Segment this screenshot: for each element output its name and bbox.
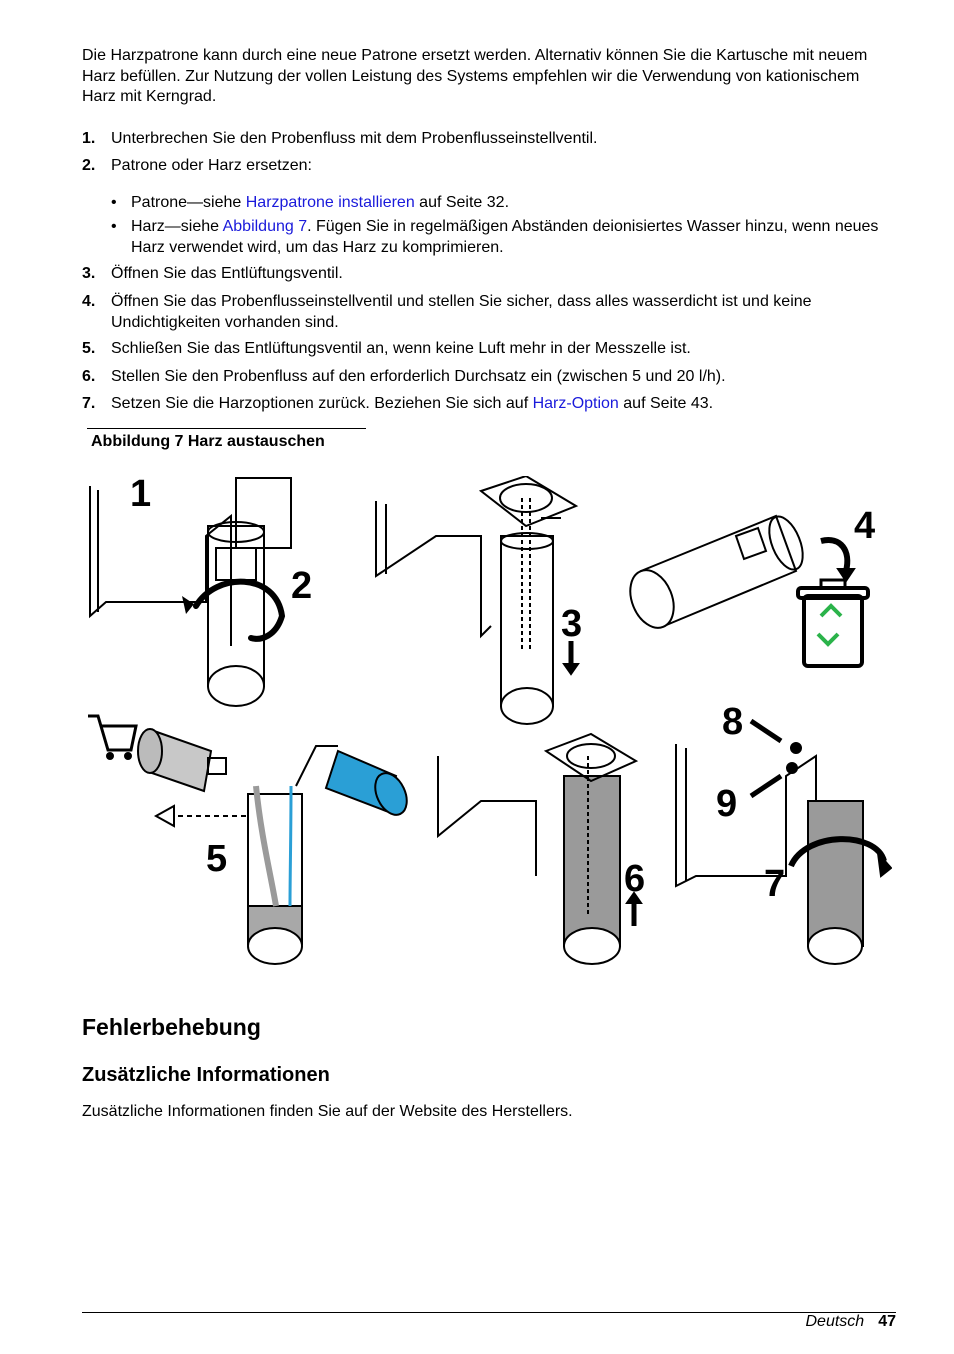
step-text: Öffnen Sie das Probenflusseinstellventil und stellen Sie sicher, dass alles wasserdicht ist und keine Undichtigkeiten vorhanden sind. (111, 293, 812, 331)
footer-divider (82, 1312, 896, 1313)
figure-step-label: 7 (764, 863, 786, 905)
link-abbildung-7[interactable]: Abbildung 7 (222, 218, 308, 235)
footer-language: Deutsch (805, 1313, 865, 1330)
link-harzpatrone-installieren[interactable]: Harzpatrone installieren (245, 194, 415, 211)
figure-step-label: 9 (716, 783, 738, 825)
figure-caption: Abbildung 7 Harz austauschen (87, 428, 366, 451)
mount-panel-6 (438, 734, 636, 964)
step-number: 7. (82, 395, 96, 412)
mount-panel-3 (376, 476, 576, 724)
shopping-cart-icon (88, 716, 136, 759)
subsection-title: Zusätzliche Informationen (82, 1064, 330, 1086)
old-cartridge-4 (622, 512, 809, 635)
link-harz-option[interactable]: Harz-Option (532, 395, 619, 412)
figure-step-label: 1 (130, 476, 152, 515)
resin-bottle-gray (138, 729, 226, 791)
bullet-dot: • (111, 194, 117, 211)
figure-step-label: 2 (291, 565, 313, 607)
info-paragraph: Zusätzliche Informationen finden Sie auf der Website des Herstellers. (82, 1103, 573, 1120)
step-text: Stellen Sie den Probenfluss auf den erforderlich Durchsatz ein (zwischen 5 und 20 l/h). (111, 368, 726, 385)
step-number: 4. (82, 293, 96, 310)
trash-bin-icon (798, 580, 868, 666)
intro-paragraph: Die Harzpatrone kann durch eine neue Patrone ersetzt werden. Alternativ können Sie die Kartusche mit neuem Harz befüllen. Zur Nutzung der vollen Leistung des Systems empfehlen wir die Verwendung von kationischem Harz mit Kerngrad. (82, 47, 868, 105)
step-text: Unterbrechen Sie den Probenfluss mit dem Probenflusseinstellventil. (111, 130, 598, 147)
cartridge-1 (208, 522, 264, 706)
step-number: 3. (82, 265, 96, 282)
bullet-text: Harz—siehe Abbildung 7. Fügen Sie in regelmäßigen Abständen deionisiertes Wasser hinzu, wenn neues Harz verwendet wird, um das Harz zu komprimieren. (131, 218, 879, 256)
eye-icon (156, 806, 246, 826)
figure-step-label: 4 (854, 505, 876, 547)
step-number: 2. (82, 157, 96, 174)
figure-step-label: 6 (624, 858, 646, 900)
step-number: 6. (82, 368, 96, 385)
arrow-8 (751, 721, 781, 741)
figure-step-label: 3 (561, 603, 583, 645)
step-text: Öffnen Sie das Entlüftungsventil. (111, 265, 343, 282)
page-footer (806, 1313, 897, 1331)
arrow-9 (751, 776, 781, 796)
section-title: Fehlerbehebung (82, 1014, 261, 1040)
resin-bottle-blue (296, 746, 413, 820)
page-number: 47 (878, 1313, 896, 1330)
resin-replacement-illustration (86, 476, 892, 984)
mount-panel-1 (90, 478, 291, 646)
bullet-dot: • (111, 218, 117, 235)
arrow-to-trash (821, 540, 847, 571)
cartridge-5 (248, 786, 302, 964)
step-number: 1. (82, 130, 96, 147)
step-text: Setzen Sie die Harzoptionen zurück. Beziehen Sie sich auf Harz-Option auf Seite 43. (111, 395, 714, 412)
figure-step-label: 5 (206, 838, 228, 880)
bullet-text: Patrone—siehe Harzpatrone installieren auf Seite 32. (131, 194, 510, 211)
step-text: Patrone oder Harz ersetzen: (111, 157, 312, 174)
figure-step-label: 8 (722, 701, 744, 743)
step-number: 5. (82, 340, 96, 357)
step-text: Schließen Sie das Entlüftungsventil an, wenn keine Luft mehr in der Messzelle ist. (111, 340, 691, 357)
mount-panel-7 (676, 744, 863, 964)
